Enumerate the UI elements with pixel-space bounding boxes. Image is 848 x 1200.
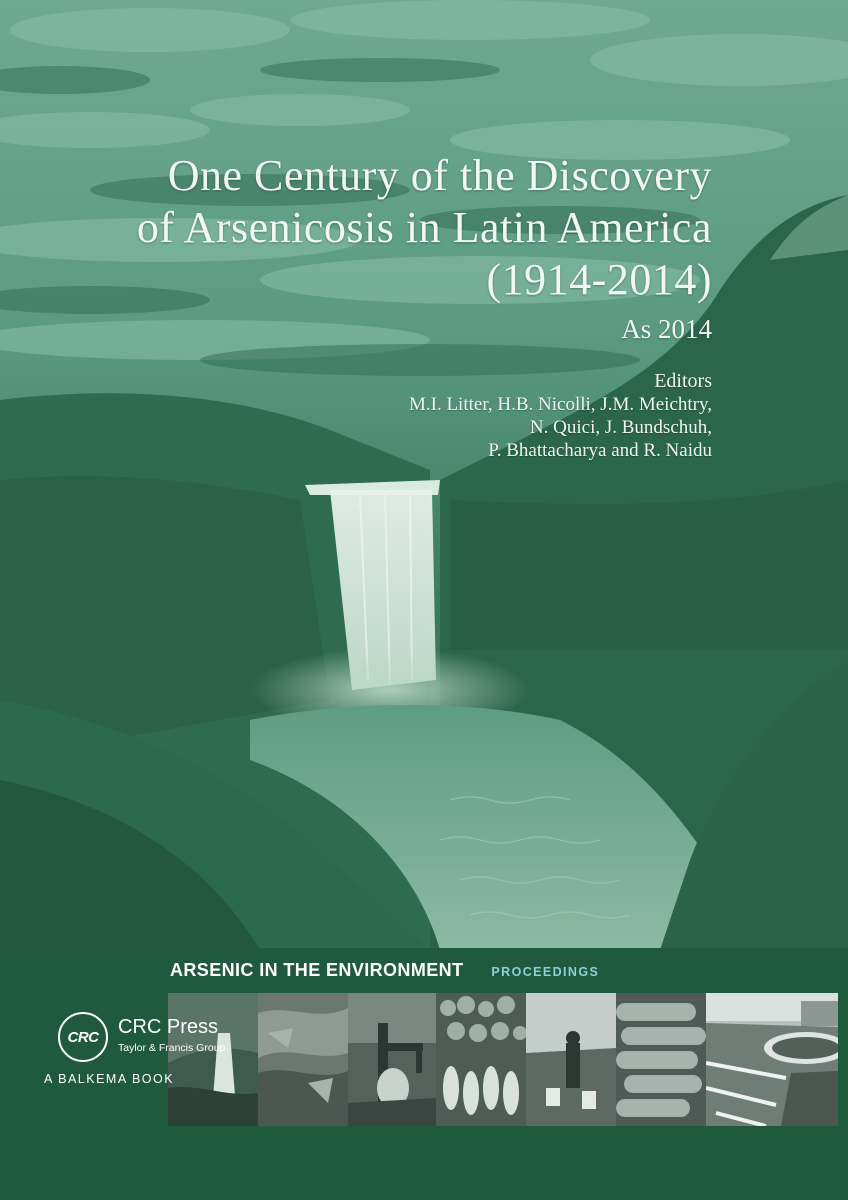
photo-person-in-field (526, 993, 616, 1126)
photo-vegetables (436, 993, 526, 1126)
editors-heading: Editors (654, 370, 712, 392)
photo-rocky-ground (258, 993, 348, 1126)
photo-water-pump (348, 993, 436, 1126)
series-name: ARSENIC IN THE ENVIRONMENT (170, 960, 464, 980)
title-line: of Arsenicosis in Latin America (136, 203, 712, 252)
editors-line: N. Quici, J. Bundschuh, (529, 417, 712, 438)
imprint-name: A BALKEMA BOOK (44, 1072, 175, 1086)
publisher-logo (44, 1012, 234, 1092)
publisher-name: CRC Press (118, 1016, 219, 1038)
title-line: One Century of the Discovery (167, 151, 712, 200)
editors-line: P. Bhattacharya and R. Naidu (488, 440, 712, 461)
book-title (137, 150, 712, 306)
series-header (170, 960, 599, 984)
book-subtitle: As 2014 (621, 314, 712, 344)
crc-logo-text: CRC (67, 1028, 99, 1046)
series-type: PROCEEDINGS (491, 965, 600, 979)
publisher-group: Taylor & Francis Group (118, 1042, 226, 1054)
title-line: (1914-2014) (486, 255, 712, 304)
photo-strip (168, 993, 848, 1126)
photo-water-treatment-basins (706, 993, 838, 1126)
editors-block (409, 370, 712, 462)
editors-line: M.I. Litter, H.B. Nicolli, J.M. Meichtry, (408, 394, 712, 415)
photo-hands (616, 993, 706, 1126)
crc-logo-icon (58, 1012, 108, 1062)
